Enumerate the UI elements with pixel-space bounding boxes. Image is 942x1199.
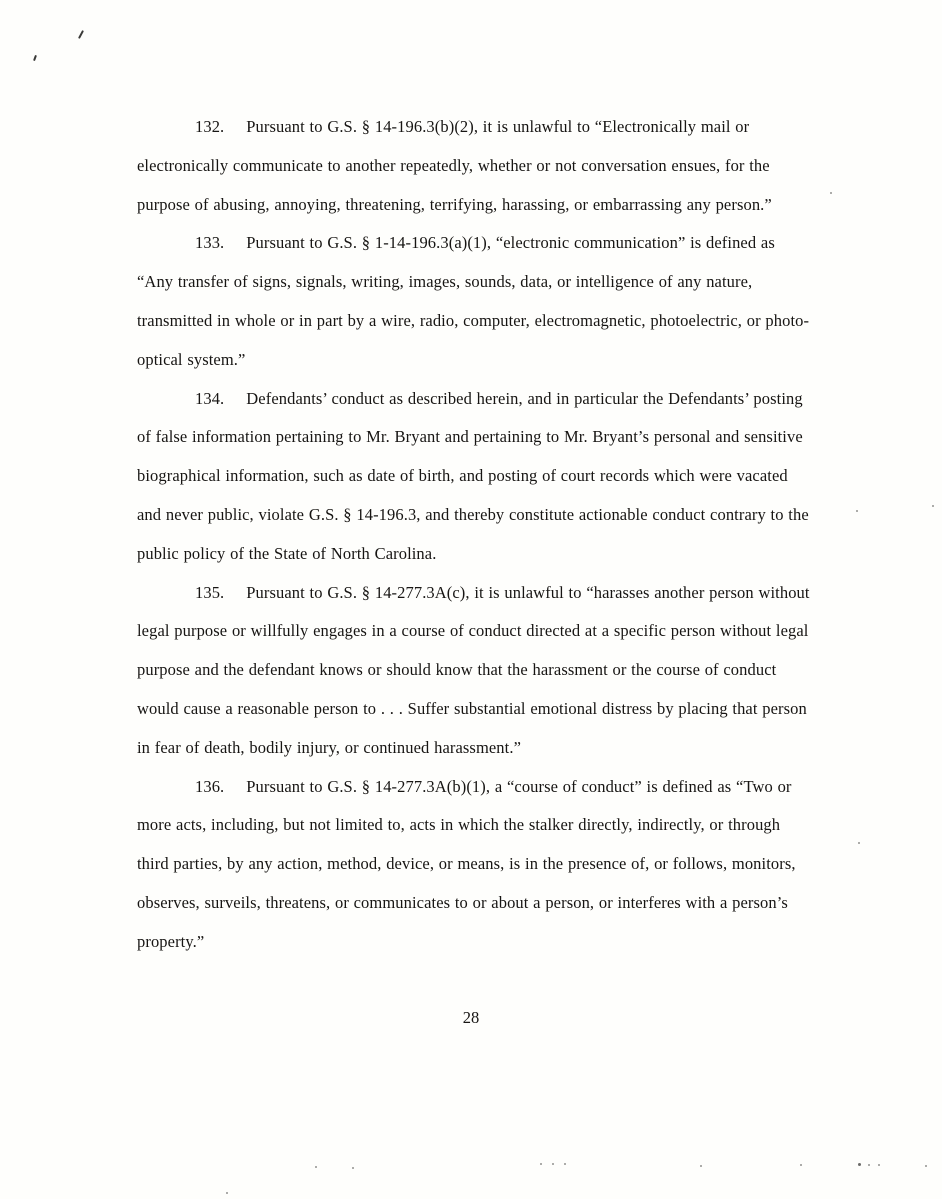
scan-artifact — [352, 1167, 354, 1169]
scan-artifact — [925, 1165, 927, 1167]
scan-artifact — [858, 842, 860, 844]
paragraph-text: Defendants’ conduct as described herein, and in particular the Defendants’ posting of false information pertaining to Mr. Bryant and pertaining to Mr. Bryant’s personal and sensitive biographical information, such as date of birth, and posting of court records which were vacated and never public, violate G.S. § 14-196.3, and thereby constitute actionable conduct contrary to the public policy of the State of North Carolina. — [137, 388, 809, 563]
paragraph-133 — [137, 224, 813, 379]
paragraph-text: Pursuant to G.S. § 14-196.3(b)(2), it is unlawful to “Electronically mail or electronically communicate to another repeatedly, whether or not conversation ensues, for the purpose of abusing, annoying, threatening, terrifying, harassing, or embarrassing any person.” — [137, 117, 772, 214]
paragraph-number: 132. — [195, 117, 225, 136]
scan-artifact — [540, 1163, 542, 1165]
paragraph-135 — [137, 574, 813, 768]
document-body — [137, 108, 813, 962]
scan-artifact — [226, 1192, 228, 1194]
scan-artifact — [552, 1163, 554, 1165]
paragraph-number: 134. — [195, 388, 225, 408]
scan-artifact — [33, 55, 37, 61]
paragraph-number: 135. — [195, 582, 225, 602]
scan-artifact — [700, 1165, 702, 1167]
scan-artifact — [868, 1164, 870, 1166]
paragraph-text: Pursuant to G.S. § 1-14-196.3(a)(1), “electronic communication” is defined as “Any transfer of signs, signals, writing, images, sounds, data, or intelligence of any nature, transmitted in whole or in part by a wire, radio, computer, electromagnetic, photoelectric, or photo-optical system.” — [137, 233, 810, 369]
paragraph-134 — [137, 380, 813, 574]
scan-artifact — [856, 510, 858, 512]
scan-artifact — [878, 1164, 880, 1166]
scan-artifact — [932, 505, 934, 507]
paragraph-number: 133. — [195, 233, 225, 253]
paragraph-number: 136. — [195, 776, 225, 796]
scan-artifact — [800, 1164, 802, 1166]
paragraph-text: Pursuant to G.S. § 14-277.3A(c), it is unlawful to “harasses another person without legal purpose or willfully engages in a course of conduct directed at a specific person without legal purpose and the defendant knows or should know that the harassment or the course of conduct would cause a reasonable person to . . . Suffer substantial emotional distress by placing that person in fear of death, bodily injury, or continued harassment.” — [137, 582, 810, 757]
scan-artifact — [830, 192, 832, 194]
page-number: 28 — [462, 1008, 480, 1027]
paragraph-132 — [137, 108, 813, 224]
scan-artifact — [858, 1163, 861, 1166]
scan-artifact — [315, 1166, 317, 1168]
paragraph-text: Pursuant to G.S. § 14-277.3A(b)(1), a “course of conduct” is defined as “Two or more acts, including, but not limited to, acts in which the stalker directly, indirectly, or through third parties, by any action, method, device, or means, is in the presence of, or follows, monitors, observes, surveils, threatens, or communicates to or about a person, or interferes with a person’s property.” — [137, 776, 796, 951]
scan-artifact — [564, 1163, 566, 1165]
scan-artifact — [78, 30, 84, 39]
paragraph-136 — [137, 768, 813, 962]
